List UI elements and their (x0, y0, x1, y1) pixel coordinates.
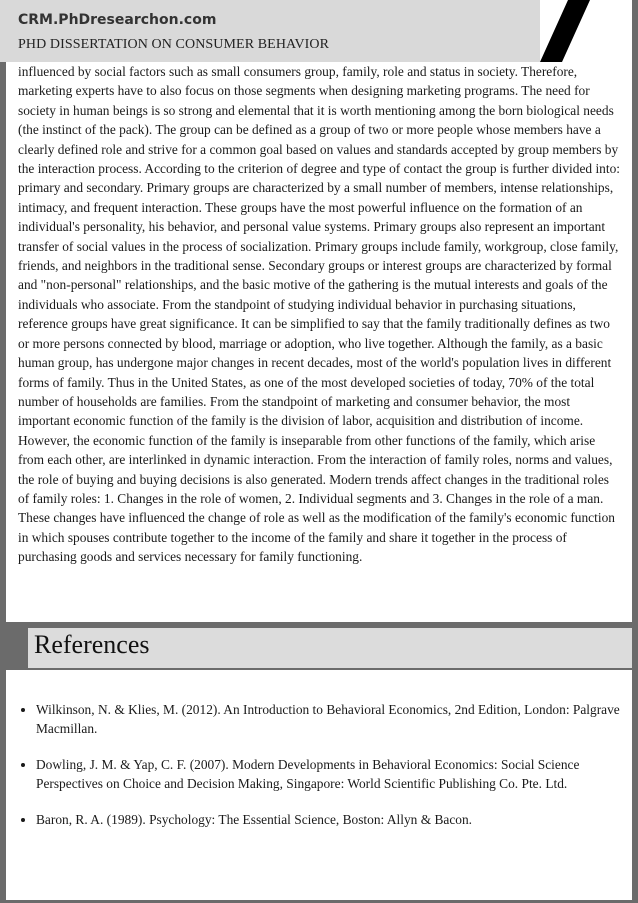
body-paragraph: influenced by social factors such as small consumers group, family, role and status in society. Therefore, marketing experts have to also focus on those segments when designing marketing programs. The need for society in human beings is so strong and elemental that it is worth mentioning among the born biological needs (the instinct of the pack). The group can be defined as a group of two or more people whose members have a clearly defined role and strive for a common goal based on values and standards accepted by group members by the interaction process. According to the criterion of degree and type of contact the group is further divided into: primary and secondary. Primary groups are characterized by a small number of members, intense relationships, intimacy, and frequent interaction. These groups have the most powerful influence on the formation of an individual's personality, his behavior, and personal value systems. Primary groups also represent an important transfer of social values in the process of socialization. Primary groups include family, workgroup, close family, friends, and neighbors in the traditional sense. Secondary groups or interest groups are characterized by formal and "non-personal" relationships, and the basic motive of the gathering is the mutual interests and goals of the individuals who associate. From the standpoint of studying individual behavior in purchasing situations, reference groups have great significance. It can be simplified to say that the family traditionally defines as two or more persons connected by blood, marriage or adoption, who live together. Although the family, as a basic human group, has undergone major changes in recent decades, most of the world's population lives in different forms of family. Thus in the United States, as one of the most developed societies of today, 70% of the total number of households are families. From the standpoint of marketing and consumer behavior, the most important economic function of the family is the division of labor, acquisition and distribution of income. However, the economic function of the family is inseparable from other functions of the family, which arise from each other, are interlinked in dynamic interaction. From the interaction of family roles, norms and values, the role of buying and buying decisions is also generated. Modern trends affect changes in the traditional roles of family roles: 1. Changes in the role of women, 2. Individual segments and 3. Changes in the role of a man. These changes have influenced the change of role as well as the modification of the family's economic function in which spouses contribute together to the income of the family and share it together in the process of purchasing goods and services necessary for family functioning. (18, 64, 621, 565)
references-heading: References (34, 630, 150, 659)
document-title: PHD DISSERTATION ON CONSUMER BEHAVIOR (18, 37, 330, 52)
list-item: • Dowling, J. M. & Yap, C. F. (2007). Modern Developments in Behavioral Economics: Social Science Perspectives on Choice and Decision Making, Singapore: World Scientific Publishing Co. Pte. Ltd. (36, 755, 636, 794)
references-heading-box (28, 628, 632, 668)
site-name: CRM.PhDresearchon.com (18, 12, 217, 28)
decorative-slash (540, 0, 590, 62)
list-item: • Baron, R. A. (1989). Psychology: The Essential Science, Boston: Allyn & Bacon. (36, 810, 636, 829)
list-item: • Wilkinson, N. & Klies, M. (2012). An Introduction to Behavioral Economics, 2nd Edition, London: Palgrave Macmillan. (36, 700, 636, 739)
header-bar (0, 0, 540, 62)
reference-list (16, 700, 636, 845)
